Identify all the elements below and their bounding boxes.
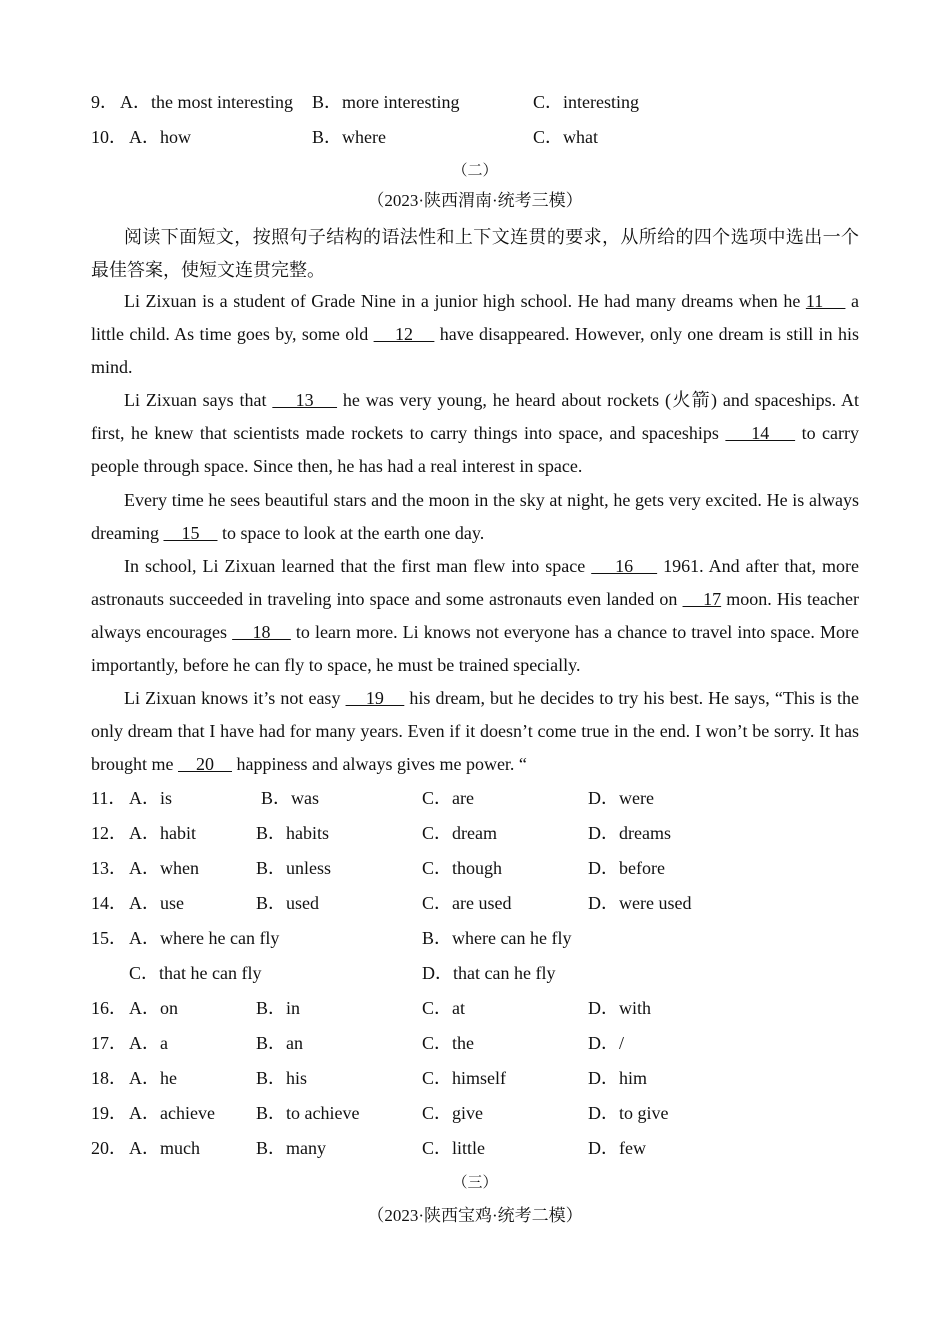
blank-13: 13 (272, 390, 338, 410)
option-c: C．dream (422, 823, 497, 843)
passage-text: to learn more. Li knows not everyone has a chance to travel into space. More importantly, before he can fly to space, he must be trained specially. (91, 622, 859, 675)
passage-text: happiness and always gives me power. “ (232, 754, 527, 774)
option-c: C．interesting (533, 92, 639, 112)
blank-17: 17 (682, 589, 722, 609)
option-c: C．the (422, 1033, 474, 1053)
option-c: C．that he can fly (129, 963, 262, 983)
question-9 (91, 85, 859, 120)
passage-text: to carry people through space. Since then, he has had a real interest in space. (91, 423, 860, 476)
option-d: D．were (588, 788, 654, 808)
passage-text: Every time he sees beautiful stars and the moon in the sky at night, he gets very excited. He is always dreaming (91, 490, 859, 543)
option-d: D．were used (588, 893, 692, 913)
option-c: C．though (422, 858, 503, 878)
blank-18: 18 (232, 622, 291, 642)
option-d: D．few (588, 1138, 646, 1158)
option-b: B．was (261, 788, 319, 808)
passage-text: Li Zixuan says that (124, 390, 273, 410)
option-a: A．use (129, 893, 184, 913)
option-a: A．where he can fly (129, 928, 280, 948)
option-d: D．that can he fly (422, 963, 556, 983)
blank-19: 19 (345, 688, 405, 708)
passage-text: moon. His teacher always encourages (91, 589, 859, 642)
question-number: 14． (91, 893, 127, 913)
question-number: 13． (91, 858, 127, 878)
option-c: C．are (422, 788, 474, 808)
blank-14: 14 (725, 423, 796, 443)
option-b: B．habits (256, 823, 330, 843)
passage-text: Li Zixuan is a student of Grade Nine in a junior high school. He had many dreams when he (124, 291, 806, 311)
option-c: C．what (533, 127, 598, 147)
question-number: 20． (91, 1138, 127, 1158)
passage-text: In school, Li Zixuan learned that the first man flew into space (124, 556, 592, 576)
question-number: 12． (91, 823, 127, 843)
passage-paragraph-2 (91, 384, 859, 483)
blank-11: 11 (805, 291, 846, 311)
passage-text: his dream, but he decides to try his best. He says, “This is the only dream that I have had for many years. Even if it doesn’t come true in the end. I won’t be sorry. It has brought me (91, 688, 860, 774)
option-a: A．a (129, 1033, 168, 1053)
option-c: C．himself (422, 1068, 506, 1088)
option-d: D．before (588, 858, 665, 878)
question-number: 18． (91, 1068, 127, 1088)
passage-text: to space to look at the earth one day. (217, 523, 485, 543)
option-a: A．when (129, 858, 199, 878)
passage-text: a little child. As time goes by, some old (91, 291, 859, 344)
question-16 (91, 991, 859, 1026)
option-a: A．achieve (129, 1103, 215, 1123)
option-a: A．how (129, 127, 191, 147)
question-number: 11． (91, 788, 127, 808)
option-b: B．his (256, 1068, 308, 1088)
question-17 (91, 1026, 859, 1061)
section-2-heading: （二） (452, 163, 498, 179)
option-c: C．give (422, 1103, 483, 1123)
option-b: B．more interesting (312, 92, 460, 112)
question-13 (91, 851, 859, 886)
option-a: A．on (129, 998, 178, 1018)
question-number: 17． (91, 1033, 127, 1053)
option-c: C．are used (422, 893, 512, 913)
question-12 (91, 816, 859, 851)
option-a: A．much (129, 1138, 200, 1158)
passage-paragraph-5 (91, 682, 859, 781)
blank-15: 15 (163, 523, 218, 543)
option-d: D．with (588, 998, 651, 1018)
instruction-text: 阅读下面短文，按照句子结构的语法性和上下文连贯的要求，从所给的四个选项中选出一个最佳答案，使短文连贯完整。 (91, 227, 859, 280)
question-number: 16． (91, 998, 127, 1018)
question-number: 10． (91, 127, 127, 147)
question-number: 19． (91, 1103, 127, 1123)
option-b: B．to achieve (256, 1103, 360, 1123)
passage-text: he was very young, he heard about rockets (火箭) and spaceships. At first, he knew that scientists made rockets to carry things into space, and spaceships (91, 390, 859, 443)
option-a: A．he (129, 1068, 177, 1088)
passage-text: Li Zixuan knows it’s not easy (124, 688, 346, 708)
question-number: 9． (91, 92, 118, 112)
option-b: B．where can he fly (422, 928, 572, 948)
question-20 (91, 1131, 859, 1166)
question-15 (91, 921, 859, 956)
passage-paragraph-1 (91, 285, 859, 384)
option-a: A．habit (129, 823, 196, 843)
section-2-source: （2023·陕西渭南·统考三模） (367, 191, 583, 210)
question-11 (91, 781, 859, 816)
question-number: 15． (91, 928, 127, 948)
question-14 (91, 886, 859, 921)
blank-12: 12 (373, 324, 435, 344)
option-d: D．/ (588, 1033, 624, 1053)
option-d: D．to give (588, 1103, 669, 1123)
option-b: B．an (256, 1033, 303, 1053)
option-c: C．at (422, 998, 465, 1018)
question-15-line-2 (91, 956, 859, 991)
option-d: D．him (588, 1068, 648, 1088)
option-b: B．many (256, 1138, 326, 1158)
option-c: C．little (422, 1138, 485, 1158)
question-18 (91, 1061, 859, 1096)
blank-20: 20 (178, 754, 232, 774)
option-b: B．unless (256, 858, 332, 878)
section-3-source: （2023·陕西宝鸡·统考二模） (367, 1206, 583, 1225)
blank-16: 16 (591, 556, 658, 576)
passage-text: 1961. And after that, more astronauts succeeded in traveling into space and some astronauts even landed on (91, 556, 860, 609)
question-19 (91, 1096, 859, 1131)
section-3-heading: （三） (452, 1175, 498, 1191)
option-b: B．where (312, 127, 386, 147)
option-b: B．in (256, 998, 301, 1018)
question-10 (91, 120, 859, 155)
option-a: A．the most interesting (120, 92, 293, 112)
option-b: B．used (256, 893, 319, 913)
option-a: A．is (129, 788, 173, 808)
option-d: D．dreams (588, 823, 671, 843)
passage-paragraph-3 (91, 484, 859, 550)
passage-paragraph-4 (91, 550, 859, 682)
passage-text: have disappeared. However, only one dream is still in his mind. (91, 324, 860, 377)
